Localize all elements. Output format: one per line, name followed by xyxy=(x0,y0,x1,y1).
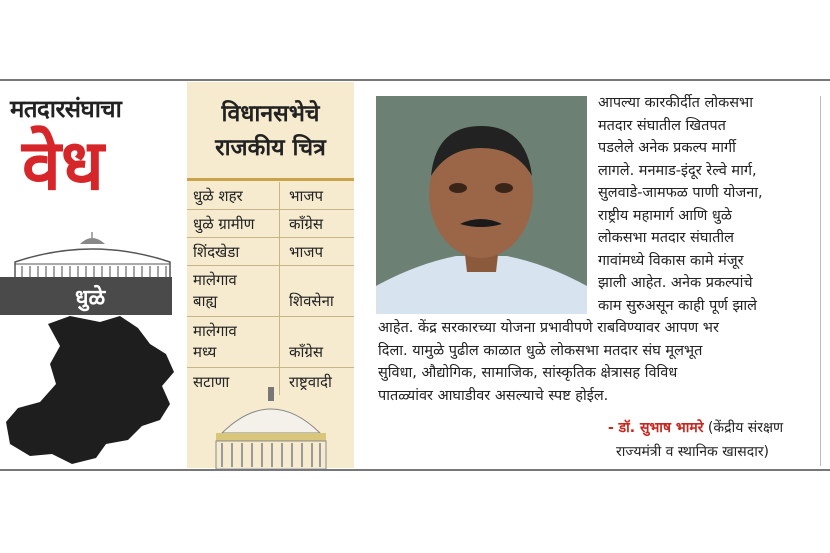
portrait-illustration xyxy=(376,96,587,314)
panel-title-line-2: राजकीय चित्र xyxy=(215,135,326,161)
big-title-word: वेध xyxy=(22,124,104,206)
title-separator xyxy=(187,178,354,181)
winning-party: भाजप xyxy=(289,187,324,205)
assembly-dome-illustration xyxy=(202,387,340,469)
winning-party: राष्ट्रवादी xyxy=(289,373,332,391)
results-row xyxy=(187,182,354,210)
bottom-rule xyxy=(0,469,830,471)
assembly-results-panel xyxy=(187,82,354,468)
article-line: गावांमध्ये विकास कामे मंजूर xyxy=(598,252,744,269)
article-full-width-text xyxy=(378,317,719,407)
constituency-name: शिंदखेडा xyxy=(193,243,240,261)
mp-portrait-photo xyxy=(376,96,587,314)
article-line: मतदार संघातील खितपत xyxy=(598,117,726,134)
article-line: राष्ट्रीय महामार्ग आणि धुळे xyxy=(598,207,732,224)
results-row xyxy=(187,210,354,238)
right-column-divider xyxy=(820,96,821,466)
constituency-name: मालेगाव xyxy=(193,271,237,289)
winning-party: शिवसेना xyxy=(289,292,334,310)
panel-title-line-1: विधानसभेचे xyxy=(221,101,320,127)
winning-party: भाजप xyxy=(289,243,324,261)
results-row xyxy=(187,266,354,317)
results-row xyxy=(187,238,354,266)
article-line: दिला. यामुळे पुढील काळात धुळे लोकसभा मतदार संघ मूलभूत xyxy=(378,342,703,359)
attribution-line-1 xyxy=(608,418,783,437)
article-line: आहेत. केंद्र सरकारच्या योजना प्रभावीपणे राबविण्यावर आपण भर xyxy=(378,320,719,336)
results-row xyxy=(187,317,354,368)
district-name: धुळे xyxy=(75,286,106,311)
column-divider xyxy=(279,266,280,316)
article-line: झाली आहेत. अनेक प्रकल्पांचे xyxy=(598,275,753,291)
column-divider xyxy=(279,210,280,237)
district-map-silhouette xyxy=(0,314,180,466)
constituency-name: धुळे शहर xyxy=(193,187,243,205)
article-line: पातळ्यांवर आघाडीवर असल्याचे स्पष्ट होईल. xyxy=(378,387,609,404)
constituency-name: मालेगाव xyxy=(193,322,237,340)
winning-party: काँग्रेस xyxy=(289,215,324,233)
attribution-name: - डॉ. सुभाष भामरे xyxy=(608,420,704,436)
attribution-line-2: राज्यमंत्री व स्थानिक खासदार) xyxy=(616,444,770,460)
attribution-role: (केंद्रीय संरक्षण xyxy=(707,420,784,436)
article-line: लागले. मनमाड-इंदूर रेल्वे मार्ग, xyxy=(598,162,757,179)
top-rule xyxy=(0,79,830,81)
column-divider xyxy=(279,182,280,209)
winning-party: काँग्रेस xyxy=(289,343,324,361)
article-line: पडलेले अनेक प्रकल्प मार्गी xyxy=(598,140,736,156)
constituency-name: धुळे ग्रामीण xyxy=(193,215,255,233)
constituency-name-line-2: मध्य xyxy=(193,343,217,361)
article-line: काम सुरुअसून काही पूर्ण झाले xyxy=(598,297,758,314)
article-line: सुविधा, औद्योगिक, सामाजिक, सांस्कृतिक क्षेत्रासह विविध xyxy=(378,365,678,381)
constituency-name: सटाणा xyxy=(193,373,230,391)
article-column-text xyxy=(598,92,763,317)
article-line: आपल्या कारकीर्दीत लोकसभा xyxy=(598,95,753,111)
article-line: लोकसभा मतदार संघातील xyxy=(598,230,734,246)
results-table xyxy=(187,182,354,395)
article-line: सुलवाडे-जामफळ पाणी योजना, xyxy=(598,185,763,201)
column-divider xyxy=(279,317,280,367)
column-divider xyxy=(279,238,280,265)
constituency-name-line-2: बाह्य xyxy=(193,292,218,310)
constituency-branding-panel xyxy=(0,82,185,468)
kicker-heading: मतदारसंघाचा xyxy=(10,95,122,123)
parliament-building-icon xyxy=(10,232,175,280)
